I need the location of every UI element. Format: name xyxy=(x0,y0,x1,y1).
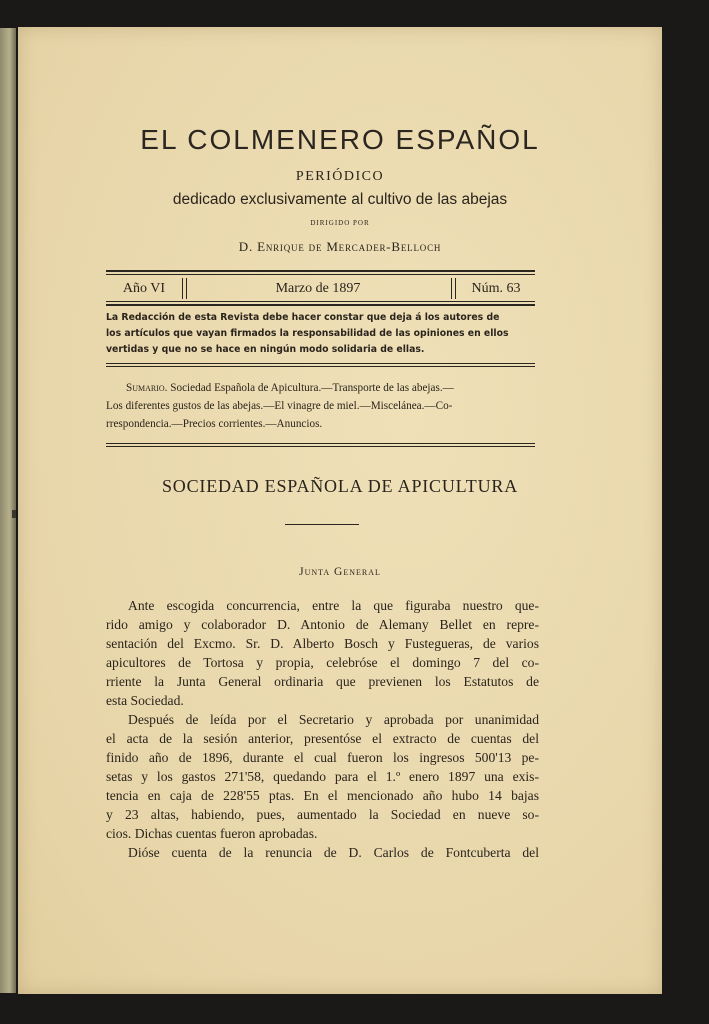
directed-by-label: DIRIGIDO POR xyxy=(310,219,370,227)
journal-subtitle: PERIÓDICO xyxy=(295,169,385,184)
top-rule-thin xyxy=(106,274,535,275)
editorial-notice xyxy=(106,310,535,358)
notice-rule xyxy=(106,363,535,364)
body-line: y 23 altas, habiendo, pues, aumentado la Sociedad en nueve so- xyxy=(106,807,539,822)
issue-year: Año VI xyxy=(122,281,166,296)
body-line: el acta de la sesión anterior, presentóse el extracto de cuentas del xyxy=(106,731,539,746)
journal-page xyxy=(18,27,662,994)
journal-tagline: dedicado exclusivamente al cultivo de las abejas xyxy=(172,191,508,208)
summary-line: rrespondencia.—Precios corrientes.—Anuncios. xyxy=(106,418,323,430)
binding-mark xyxy=(12,510,16,518)
body-line: Después de leída por el Secretario y aprobada por unanimidad xyxy=(128,712,539,727)
body-line: rriente la Junta General ordinaria que previenen los Estatutos de xyxy=(106,674,539,689)
summary-rule xyxy=(106,446,535,447)
issue-date: Marzo de 1897 xyxy=(275,281,361,296)
summary-line: Los diferentes gustos de las abejas.—El vinagre de miel.—Miscelánea.—Co- xyxy=(106,400,453,412)
summary-rule xyxy=(106,443,535,444)
top-rule xyxy=(106,270,535,272)
summary-label: Sumario. xyxy=(126,382,168,394)
summary-line: Sumario. Sociedad Española de Apicultura.—Transporte de las abejas.— xyxy=(126,382,454,394)
body-line: tencia en caja de 228'55 ptas. En el mencionado año hubo 14 bajas xyxy=(106,788,539,803)
journal-title: EL COLMENERO ESPAÑOL xyxy=(140,124,540,155)
director-line xyxy=(18,239,662,255)
body-line: apicultores de Tortosa y propia, celebróse el domingo 7 del co- xyxy=(106,655,539,670)
info-separator xyxy=(182,278,187,299)
issue-info-bar xyxy=(106,276,535,301)
notice-line: La Redacción de esta Revista debe hacer constar que deja á los autores de xyxy=(106,312,500,323)
body-line: rido amigo y colaborador D. Antonio de Alemany Bellet en repre- xyxy=(106,617,539,632)
notice-rule xyxy=(106,366,535,367)
notice-line: los artículos que vayan firmados la responsabilidad de las opiniones en ellos xyxy=(106,328,509,339)
article-body xyxy=(106,596,539,862)
info-separator xyxy=(451,278,456,299)
notice-line: vertidas y que no se hace en ningún modo solidaria de ellas. xyxy=(106,344,425,355)
body-line: Dióse cuenta de la renuncia de D. Carlos de Fontcuberta del xyxy=(128,845,539,860)
body-line: Ante escogida concurrencia, entre la que figuraba nuestro que- xyxy=(128,598,539,613)
body-line: esta Sociedad. xyxy=(106,693,184,708)
article-title: SOCIEDAD ESPAÑOLA DE APICULTURA xyxy=(161,476,518,496)
issue-number: Núm. 63 xyxy=(471,281,521,296)
body-line: cios. Dichas cuentas fueron aprobadas. xyxy=(106,826,318,841)
info-rule xyxy=(106,304,535,306)
body-line: setas y los gastos 271'58, quedando para el 1.º enero 1897 una exis- xyxy=(106,769,539,784)
title-divider xyxy=(285,524,359,525)
article-subheading: Junta General xyxy=(299,566,381,578)
director-prefix: D. xyxy=(238,239,258,254)
info-rule-thin xyxy=(106,301,535,302)
body-line: finido año de 1896, durante el cual fueron los ingresos 500'13 pe- xyxy=(106,750,539,765)
summary-block xyxy=(106,379,535,433)
body-line: sentación del Excmo. Sr. D. Alberto Bosch y Fustegueras, de varios xyxy=(106,636,539,651)
director-name: Enrique de Mercader-Belloch xyxy=(257,239,442,254)
